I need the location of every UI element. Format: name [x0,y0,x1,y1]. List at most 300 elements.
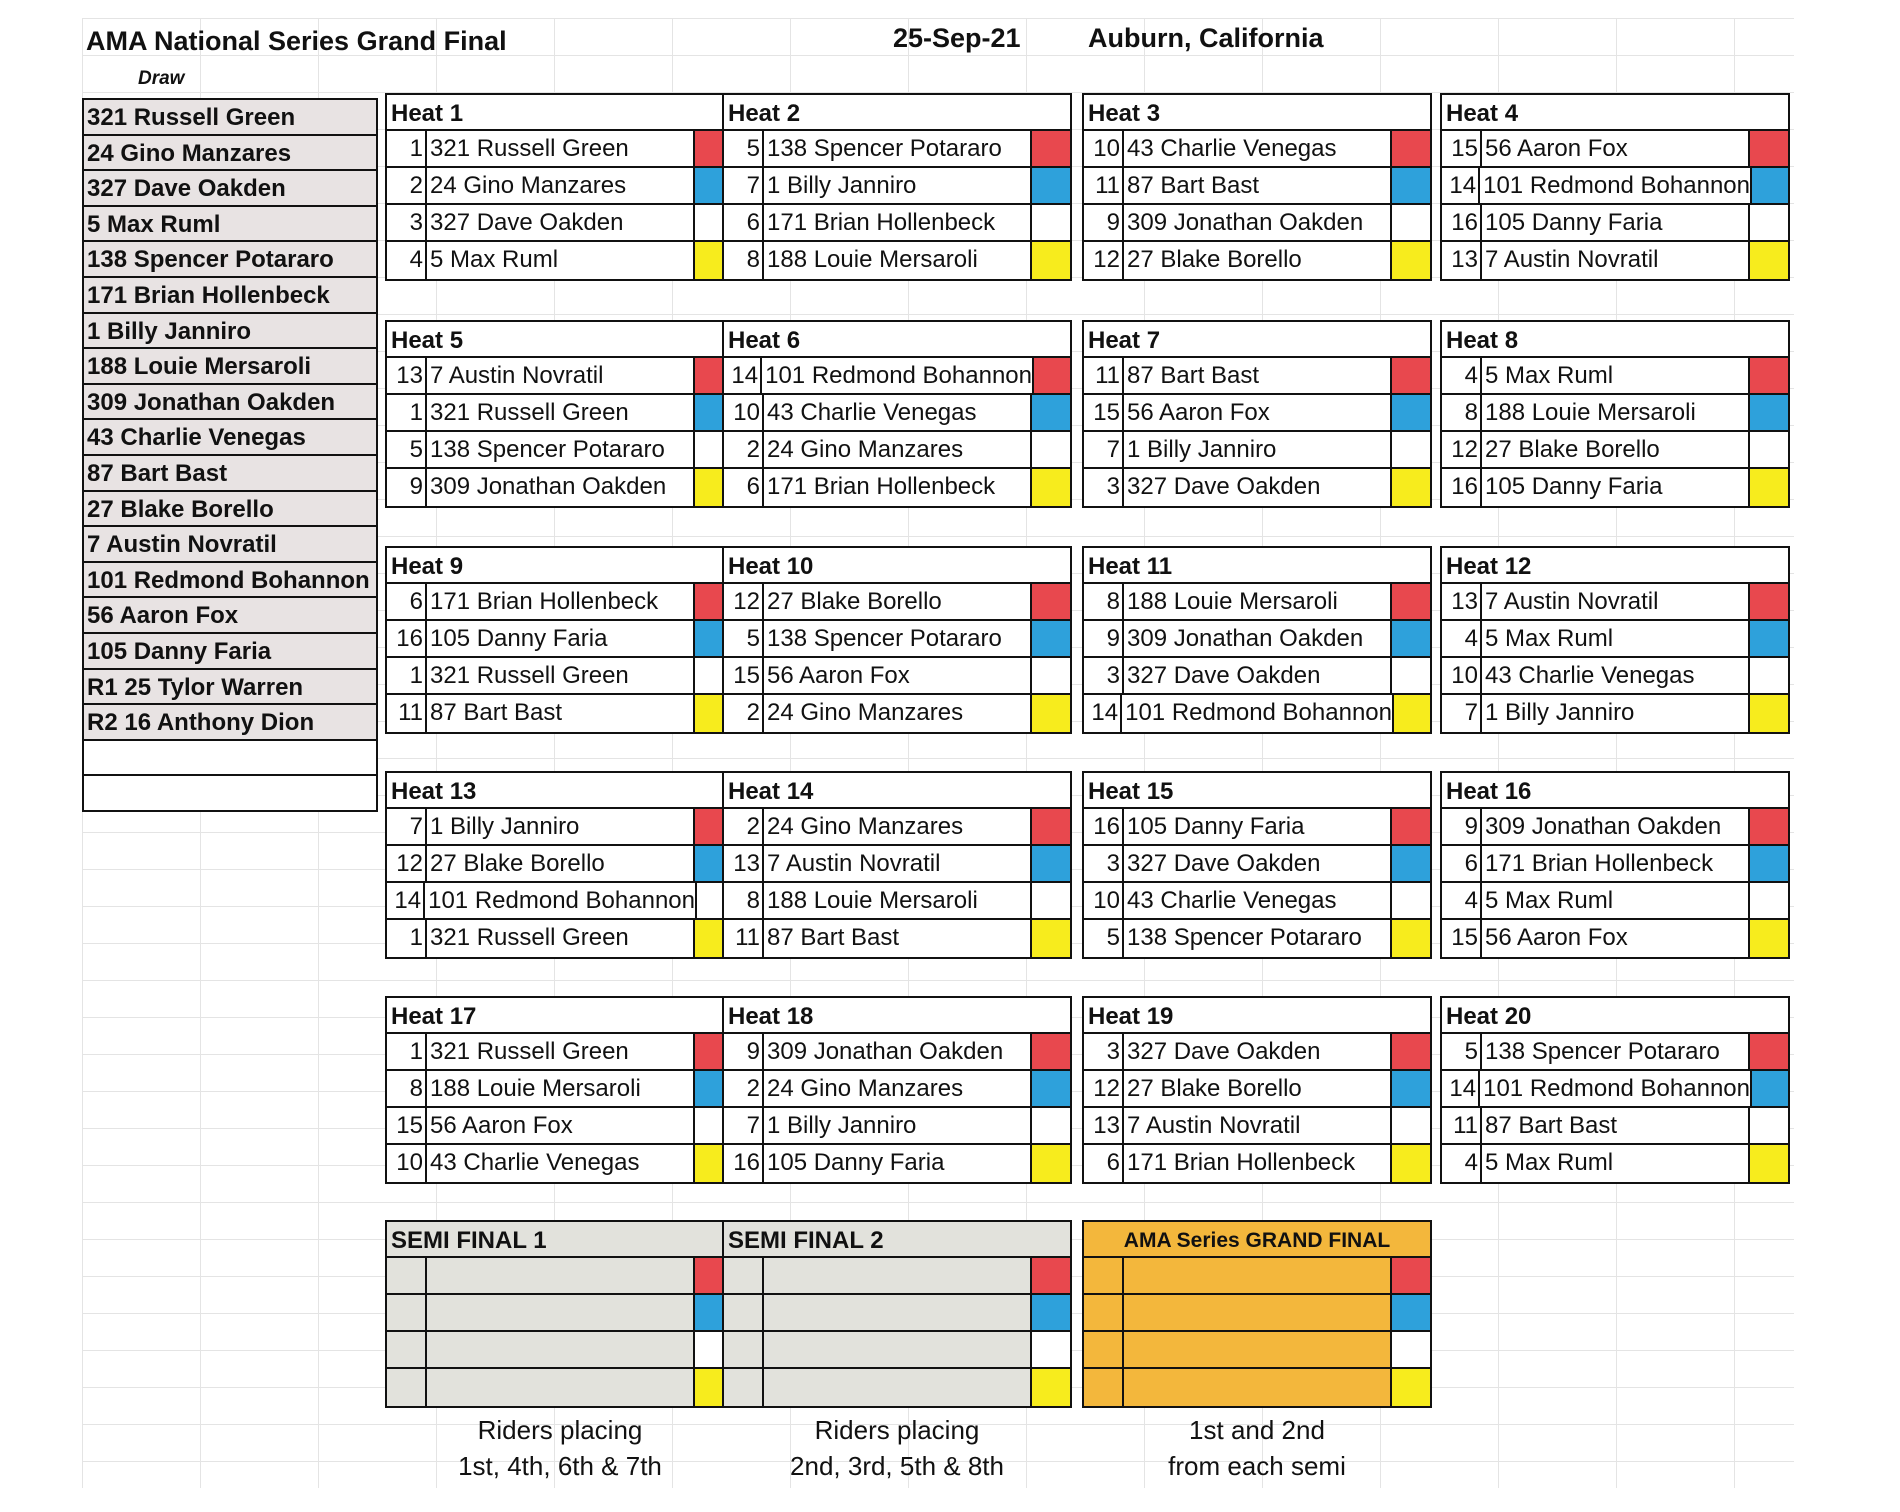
gate-number: 6 [1442,846,1482,881]
gate-number: 5 [1084,920,1124,957]
heat-row [724,242,1070,279]
heat-table [385,320,735,508]
rider-name: 101 Redmond Bohannon [1483,1075,1750,1102]
rider-name: 43 Charlie Venegas [1485,662,1695,689]
gate-number: 1 [387,658,427,693]
gate-number: 4 [1442,621,1482,656]
heat-table-title: Heat 18 [724,998,1070,1034]
gate-color-white [1030,658,1070,693]
gate-color-red [1030,809,1070,844]
gate-color-white [1748,658,1788,693]
gate-number: 8 [1442,395,1482,430]
gate-color-yellow [1390,469,1430,506]
rider-name: 7 Austin Novratil [1485,246,1659,273]
rider-name [427,1295,693,1330]
gate-number [387,1369,427,1406]
gate-color-yellow [1390,1369,1430,1406]
gate-color-red [1748,131,1788,166]
heat-table-title: Heat 8 [1442,322,1788,358]
rider-name: 321 Russell Green [430,135,629,162]
heat-row [1084,920,1430,957]
draw-row: 171 Brian Hollenbeck [84,278,376,314]
rider-name: 1 Billy Janniro [767,172,917,199]
gate-number: 12 [1084,242,1124,279]
gate-number [1084,1369,1124,1406]
gate-color-red [1390,584,1430,619]
draw-list [82,98,378,812]
rider-name: 321 Russell Green [430,1038,629,1065]
gate-color-red [1030,1258,1070,1293]
gate-color-red [1030,131,1070,166]
gate-number: 11 [1442,1108,1482,1143]
gate-color-yellow [1748,695,1788,732]
heat-row [1442,242,1788,279]
rider-name: 327 Dave Oakden [430,209,624,236]
gate-number [1084,1332,1124,1367]
rider-name: 24 Gino Manzares [767,1075,964,1102]
heat-row [1442,695,1788,732]
gate-number: 15 [724,658,764,693]
gate-color-blue [1030,1295,1070,1330]
heat-table [1082,771,1432,959]
gate-color-yellow [1030,469,1070,506]
qualification-note: Riders placing [477,1415,643,1445]
qualification-note: from each semi [1168,1451,1346,1481]
rider-name [427,1369,693,1406]
gate-number: 16 [387,621,427,656]
gate-color-yellow [1030,695,1070,732]
heat-table [385,771,735,959]
rider-name: 7 Austin Novratil [1127,1112,1301,1139]
heat-table [722,771,1072,959]
heat-row [724,358,1070,395]
heat-table-title: Heat 9 [387,548,733,584]
rider-name [427,1332,693,1367]
gate-number: 8 [724,242,764,279]
page-title: AMA National Series Grand Final [86,26,507,56]
rider-name: 105 Danny Faria [1127,813,1305,840]
heat-row [724,469,1070,506]
draw-row: 105 Danny Faria [84,634,376,670]
gate-color-white [1390,1108,1430,1143]
gate-number: 9 [1442,809,1482,844]
gate-number: 3 [1084,658,1124,693]
gate-number: 2 [724,1071,764,1106]
heat-table-title: Heat 14 [724,773,1070,809]
rider-name: 101 Redmond Bohannon [765,362,1032,389]
heat-row [1084,621,1430,658]
rider-name: 24 Gino Manzares [430,172,627,199]
heat-row [387,1332,733,1369]
draw-row: 87 Bart Bast [84,456,376,492]
heat-row [387,621,733,658]
heat-row [387,846,733,883]
gate-number: 2 [724,432,764,467]
rider-name: 138 Spencer Potararo [1127,924,1362,951]
rider-name [764,1295,1030,1330]
gate-number: 10 [387,1145,427,1182]
gate-number: 6 [724,469,764,506]
gate-color-blue [1390,621,1430,656]
gate-color-blue [1750,168,1788,203]
rider-name: 105 Danny Faria [1485,473,1663,500]
draw-row [84,741,376,777]
heat-row [724,1108,1070,1145]
heat-table-title: Heat 12 [1442,548,1788,584]
gate-number: 16 [724,1145,764,1182]
heat-table [722,996,1072,1184]
heat-table [722,320,1072,508]
gate-color-yellow [1390,1145,1430,1182]
heat-row [724,1295,1070,1332]
gate-color-red [1748,1034,1788,1069]
heat-row [1084,1369,1430,1406]
gate-number: 7 [1084,432,1124,467]
gate-color-white [1390,432,1430,467]
heat-table-title: Heat 20 [1442,998,1788,1034]
gate-number: 12 [1442,432,1482,467]
rider-name: 101 Redmond Bohannon [1125,699,1392,726]
gate-number: 8 [1084,584,1124,619]
gate-number: 9 [1084,621,1124,656]
rider-name: 43 Charlie Venegas [1127,887,1337,914]
heat-table-title: Heat 7 [1084,322,1430,358]
heat-row [1084,242,1430,279]
heat-row [724,1332,1070,1369]
draw-label: Draw [138,68,185,89]
draw-row: 188 Louie Mersaroli [84,349,376,385]
heat-table-title: Heat 15 [1084,773,1430,809]
rider-name: 188 Louie Mersaroli [430,1075,641,1102]
semi-final-table-title: SEMI FINAL 1 [387,1222,733,1258]
heat-table [1440,771,1790,959]
gate-number: 6 [1084,1145,1124,1182]
heat-row [1084,883,1430,920]
gate-color-white [1030,205,1070,240]
rider-name: 5 Max Ruml [430,246,559,273]
heat-row [1442,584,1788,621]
gate-number: 14 [387,883,425,918]
rider-name: 105 Danny Faria [1485,209,1663,236]
gate-number: 5 [724,621,764,656]
gate-number: 9 [387,469,427,506]
gate-number: 16 [1084,809,1124,844]
gate-number: 7 [1442,695,1482,732]
rider-name [764,1332,1030,1367]
rider-name: 43 Charlie Venegas [767,399,977,426]
rider-name: 7 Austin Novratil [767,850,941,877]
heat-row [1084,584,1430,621]
gate-color-red [1390,358,1430,393]
rider-name: 309 Jonathan Oakden [767,1038,1004,1065]
rider-name: 27 Blake Borello [1127,246,1302,273]
draw-row: 24 Gino Manzares [84,136,376,172]
gate-color-white [1390,883,1430,918]
rider-name [764,1258,1030,1293]
rider-name: 87 Bart Bast [767,924,900,951]
gate-number: 12 [387,846,427,881]
rider-name: 5 Max Ruml [1485,625,1614,652]
gate-number: 4 [1442,358,1482,393]
gate-color-blue [1030,621,1070,656]
draw-row: 5 Max Ruml [84,207,376,243]
rider-name: 171 Brian Hollenbeck [1485,850,1714,877]
heat-row [724,883,1070,920]
heat-row [1084,1145,1430,1182]
heat-row [1442,205,1788,242]
gate-number: 10 [1084,131,1124,166]
rider-name: 171 Brian Hollenbeck [767,473,996,500]
gate-number [1084,1258,1124,1293]
gate-number [1084,1295,1124,1330]
rider-name: 188 Louie Mersaroli [1127,588,1338,615]
gate-color-yellow [1390,242,1430,279]
rider-name: 27 Blake Borello [430,850,605,877]
semi-final-table [385,1220,735,1408]
heat-row [1442,809,1788,846]
rider-name: 24 Gino Manzares [767,813,964,840]
heat-row [1084,846,1430,883]
draw-row: 321 Russell Green [84,100,376,136]
heat-row [724,432,1070,469]
gate-color-yellow [1748,1145,1788,1182]
gate-number: 15 [1442,920,1482,957]
rider-name [764,1369,1030,1406]
heat-row [1442,168,1788,205]
gate-color-red [1748,358,1788,393]
semi-final-table-title: SEMI FINAL 2 [724,1222,1070,1258]
gate-color-white [1748,205,1788,240]
rider-name: 56 Aaron Fox [1485,135,1628,162]
heat-table-title: Heat 2 [724,95,1070,131]
rider-name: 327 Dave Oakden [1127,850,1321,877]
rider-name: 101 Redmond Bohannon [1483,172,1750,199]
rider-name: 1 Billy Janniro [1127,436,1277,463]
gate-number: 9 [724,1034,764,1069]
heat-row [387,1034,733,1071]
gate-number: 5 [724,131,764,166]
gate-number: 13 [1442,242,1482,279]
gate-color-blue [1748,621,1788,656]
rider-name: 309 Jonathan Oakden [1127,625,1364,652]
gate-number: 13 [724,846,764,881]
gate-number: 14 [1442,1071,1480,1106]
rider-name [1124,1258,1390,1293]
event-location: Auburn, California [1088,23,1324,53]
gate-color-white [1030,432,1070,467]
gate-color-blue [1030,395,1070,430]
heat-row [724,1258,1070,1295]
gate-number: 5 [387,432,427,467]
gate-color-yellow [1030,920,1070,957]
gate-number: 13 [387,358,427,393]
rider-name: 309 Jonathan Oakden [430,473,667,500]
heat-table [722,546,1072,734]
gate-number: 16 [1442,205,1482,240]
gate-number: 3 [1084,469,1124,506]
rider-name: 87 Bart Bast [1127,362,1260,389]
gate-number [724,1295,764,1330]
gate-color-yellow [1748,469,1788,506]
heat-row [724,658,1070,695]
heat-row [1084,658,1430,695]
gate-number: 1 [387,131,427,166]
gate-color-red [1032,358,1070,393]
gate-color-blue [1390,846,1430,881]
gate-color-blue [1390,168,1430,203]
rider-name: 105 Danny Faria [430,625,608,652]
heat-table-title: Heat 3 [1084,95,1430,131]
rider-name: 327 Dave Oakden [1127,662,1321,689]
gate-color-red [1390,1258,1430,1293]
draw-row: R2 16 Anthony Dion [84,705,376,741]
heat-table [1082,546,1432,734]
gate-color-white [1030,883,1070,918]
draw-row: 138 Spencer Potararo [84,242,376,278]
qualification-note: Riders placing [814,1415,980,1445]
gate-number: 11 [1084,168,1124,203]
heat-row [387,432,733,469]
heat-row [1084,395,1430,432]
gate-number: 7 [387,809,427,844]
gate-color-white [1748,883,1788,918]
rider-name: 87 Bart Bast [1127,172,1260,199]
rider-name: 7 Austin Novratil [1485,588,1659,615]
heat-row [387,1071,733,1108]
draw-row: 101 Redmond Bohannon [84,563,376,599]
gate-color-white [1390,658,1430,693]
heat-row [1084,1108,1430,1145]
heat-row [1442,1034,1788,1071]
gate-color-red [1030,584,1070,619]
rider-name [1124,1369,1390,1406]
rider-name: 321 Russell Green [430,662,629,689]
heat-row [387,242,733,279]
heat-table [385,546,735,734]
gate-number: 2 [724,695,764,732]
gate-color-blue [1030,846,1070,881]
rider-name: 171 Brian Hollenbeck [1127,1149,1356,1176]
heat-row [724,920,1070,957]
heat-table [1440,320,1790,508]
gate-number: 7 [724,1108,764,1143]
heat-row [387,1369,733,1406]
heat-table-title: Heat 19 [1084,998,1430,1034]
rider-name: 309 Jonathan Oakden [1485,813,1722,840]
heat-table-title: Heat 11 [1084,548,1430,584]
gate-color-white [1390,205,1430,240]
gate-color-yellow [1392,695,1430,732]
heat-row [387,131,733,168]
heat-row [1084,432,1430,469]
heat-row [387,469,733,506]
rider-name: 7 Austin Novratil [430,362,604,389]
gate-color-white [1748,1108,1788,1143]
draw-row: 56 Aaron Fox [84,598,376,634]
gate-number: 6 [387,584,427,619]
rider-name: 138 Spencer Potararo [767,625,1002,652]
gate-color-yellow [1748,920,1788,957]
heat-row [387,205,733,242]
gate-color-yellow [1748,242,1788,279]
gate-color-red [1030,1034,1070,1069]
gate-number [387,1295,427,1330]
draw-row: 43 Charlie Venegas [84,420,376,456]
rider-name: 1 Billy Janniro [1485,699,1635,726]
gate-number: 14 [724,358,762,393]
rider-name: 43 Charlie Venegas [430,1149,640,1176]
gate-number: 11 [387,695,427,732]
heat-row [1442,658,1788,695]
gate-number: 10 [1442,658,1482,693]
gate-number: 6 [724,205,764,240]
heat-row [724,846,1070,883]
heat-table-title: Heat 6 [724,322,1070,358]
heat-row [724,1145,1070,1182]
rider-name: 327 Dave Oakden [1127,1038,1321,1065]
gate-color-white [1030,1332,1070,1367]
rider-name: 27 Blake Borello [1485,436,1660,463]
heat-row [387,358,733,395]
heat-table-title: Heat 5 [387,322,733,358]
rider-name: 171 Brian Hollenbeck [767,209,996,236]
gate-number [724,1369,764,1406]
heat-row [1084,1071,1430,1108]
heat-table [1082,93,1432,281]
gate-color-red [1390,809,1430,844]
rider-name: 188 Louie Mersaroli [767,246,978,273]
heat-row [1084,1034,1430,1071]
heat-row [1084,469,1430,506]
heat-row [1442,395,1788,432]
gate-number [387,1332,427,1367]
draw-row: R1 25 Tylor Warren [84,670,376,706]
qualification-note: 1st and 2nd [1189,1415,1325,1445]
rider-name: 188 Louie Mersaroli [767,887,978,914]
gate-color-red [1748,584,1788,619]
heat-row [1442,358,1788,395]
gate-color-blue [1390,1071,1430,1106]
gate-color-white [1390,1332,1430,1367]
heat-row [724,809,1070,846]
heat-table [385,996,735,1184]
heat-row [724,1034,1070,1071]
rider-name: 56 Aaron Fox [767,662,910,689]
rider-name: 321 Russell Green [430,399,629,426]
heat-row [387,695,733,732]
gate-number: 1 [387,1034,427,1069]
heat-table [722,93,1072,281]
heat-row [724,621,1070,658]
heat-row [1442,469,1788,506]
gate-number: 3 [1084,1034,1124,1069]
heat-row [724,695,1070,732]
draw-row: 27 Blake Borello [84,492,376,528]
rider-name: 138 Spencer Potararo [1485,1038,1720,1065]
event-date: 25-Sep-21 [893,23,1021,53]
heat-table-title: Heat 4 [1442,95,1788,131]
heat-row [724,1071,1070,1108]
heat-row [1442,1071,1788,1108]
gate-color-yellow [1030,242,1070,279]
rider-name: 24 Gino Manzares [767,699,964,726]
gate-number: 3 [387,205,427,240]
rider-name: 327 Dave Oakden [1127,473,1321,500]
rider-name: 138 Spencer Potararo [430,436,665,463]
rider-name: 309 Jonathan Oakden [1127,209,1364,236]
gate-number: 4 [1442,1145,1482,1182]
qualification-note: 1st, 4th, 6th & 7th [458,1451,662,1481]
